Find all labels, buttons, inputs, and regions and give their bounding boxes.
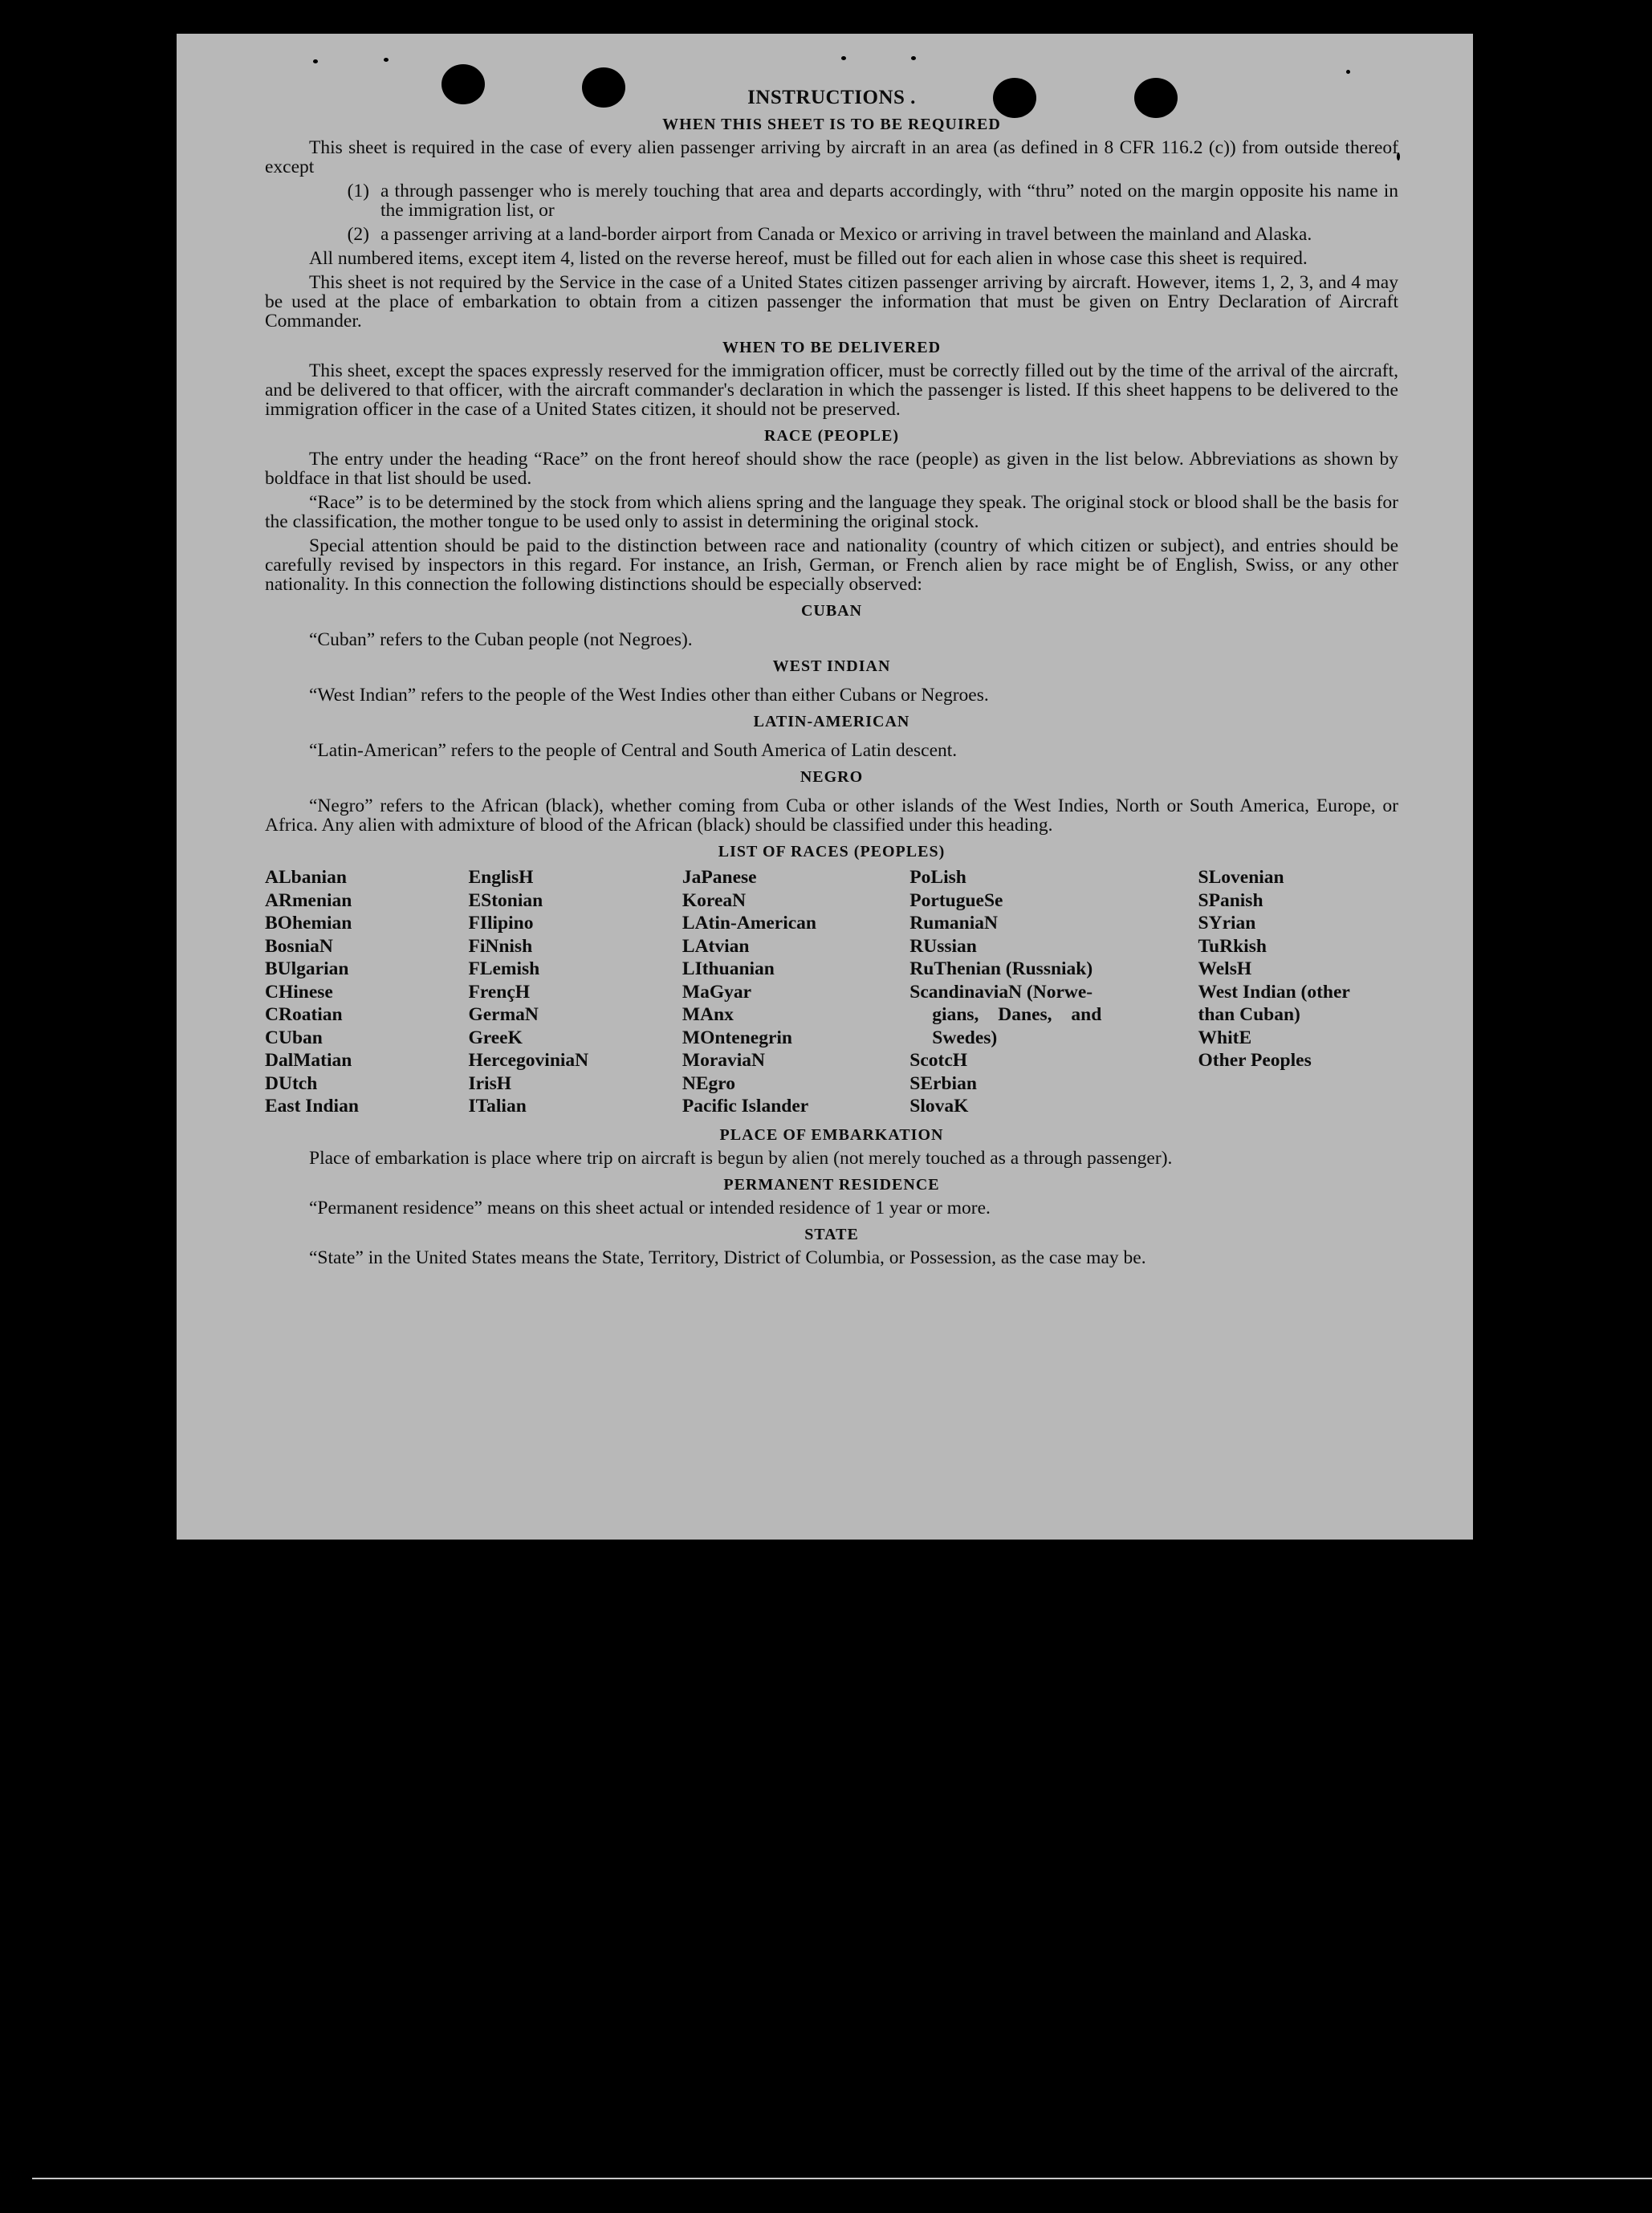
heading-when-required: WHEN THIS SHEET IS TO BE REQUIRED: [662, 116, 1001, 133]
speck: [911, 56, 916, 60]
paragraph: “State” in the United States means the State, Territory, District of Columbia, or Possession, as the case may be.: [309, 1247, 1146, 1268]
race-entry: MAnx: [682, 1004, 734, 1025]
races-table: [265, 866, 1398, 1118]
race-entry: RUssian: [909, 935, 977, 957]
races-column: [1198, 866, 1398, 1118]
paragraph: All numbered items, except item 4, listed on the reverse hereof, must be filled out for each alien in whose case this sheet is required.: [309, 248, 1308, 269]
heading-state: STATE: [804, 1225, 859, 1243]
race-entry: BUlgarian: [265, 958, 349, 979]
race-entry: CRoatian: [265, 1004, 343, 1025]
race-entry: SPanish: [1198, 889, 1263, 911]
race-entry: FLemish: [468, 958, 540, 979]
race-entry: SlovaK: [909, 1096, 969, 1117]
heading-place-of-embarkation: PLACE OF EMBARKATION: [719, 1125, 944, 1144]
race-entry: ScandinaviaN (Norwe-: [909, 981, 1093, 1003]
paragraph: “Permanent residence” means on this sheet actual or intended residence of 1 year or more.: [309, 1197, 991, 1218]
race-entry: SLovenian: [1198, 867, 1284, 888]
race-entry: WhitE: [1198, 1027, 1252, 1048]
race-entry: LIthuanian: [682, 958, 775, 979]
race-entry: LAtvian: [682, 935, 750, 957]
race-entry: MOntenegrin: [682, 1027, 792, 1048]
race-entry: LAtin-American: [682, 913, 816, 934]
race-entry: GermaN: [468, 1004, 539, 1025]
heading-when-delivered: WHEN TO BE DELIVERED: [722, 339, 942, 356]
list-number: (1): [347, 181, 369, 201]
instructions-text: [265, 88, 1398, 1272]
race-entry: gians, Danes, and: [932, 1004, 1102, 1025]
race-entry: MoraviaN: [682, 1050, 766, 1071]
list-item: [265, 181, 1398, 220]
race-entry: TuRkish: [1198, 935, 1267, 957]
race-entry: GreeK: [468, 1027, 523, 1048]
race-entry: FrençH: [468, 981, 531, 1003]
heading-latin-american: LATIN-AMERICAN: [753, 713, 910, 730]
paragraph: “West Indian” refers to the people of the West Indies other than either Cubans or Negroes.: [309, 685, 989, 706]
paragraph: This sheet is required in the case of every alien passenger arriving by aircraft in an area (as defined in 8 CFR 116.2 (c)) from outside thereof except: [265, 137, 1398, 177]
list-text: a passenger arriving at a land-border airport from Canada or Mexico or arriving in travel between the mainland and Alaska.: [380, 224, 1312, 245]
race-entry: EnglisH: [468, 867, 534, 888]
race-entry: FiNnish: [468, 935, 533, 957]
speck: [841, 56, 846, 60]
race-entry: BosniaN: [265, 935, 333, 957]
races-column: [909, 866, 1198, 1118]
paragraph: Place of embarkation is place where trip on aircraft is begun by alien (not merely touched as a through passenger).: [309, 1147, 1173, 1169]
race-entry: DalMatian: [265, 1050, 352, 1071]
race-entry: ARmenian: [265, 889, 352, 911]
heading-cuban: CUBAN: [800, 602, 863, 620]
speck: [313, 59, 318, 63]
race-entry: ALbanian: [265, 867, 347, 888]
races-column: [265, 866, 468, 1118]
race-entry: ScotcH: [909, 1050, 968, 1071]
race-entry: PortugueSe: [909, 889, 1003, 911]
race-entry: CUban: [265, 1027, 323, 1048]
list-item: [265, 225, 1398, 244]
race-entry: East Indian: [265, 1096, 359, 1117]
heading-list-of-races: LIST OF RACES (PEOPLES): [718, 843, 946, 860]
race-entry: Pacific Islander: [682, 1096, 809, 1117]
paragraph: “Cuban” refers to the Cuban people (not Negroes).: [309, 629, 693, 650]
speck: [1346, 70, 1350, 74]
race-entry: ITalian: [468, 1096, 527, 1117]
list-text: a through passenger who is merely touching that area and departs accordingly, with “thru” noted on the margin opposite his name in the immigration list, or: [380, 181, 1398, 221]
scan-edge-line: [32, 2178, 1652, 2179]
race-entry: EStonian: [468, 889, 543, 911]
race-entry: Other Peoples: [1198, 1050, 1312, 1071]
race-entry: SYrian: [1198, 913, 1256, 934]
race-entry: RumaniaN: [909, 913, 998, 934]
paragraph: Special attention should be paid to the distinction between race and nationality (country of which citizen or subject), and entries should be carefully revised by inspectors in this regard. For instance, an Irish, German, or French alien by race might be of English, Swiss, or any other nationality. In this connection the following distinctions should be especially observed:: [265, 535, 1398, 595]
race-entry: NEgro: [682, 1072, 736, 1094]
race-entry: CHinese: [265, 981, 333, 1003]
paragraph: The entry under the heading “Race” on the front hereof should show the race (people) as given in the list below. Abbreviations as shown by boldface in that list should be used.: [265, 449, 1398, 489]
race-entry: PoLish: [909, 867, 966, 888]
heading-race: RACE (PEOPLE): [764, 427, 899, 445]
race-entry: than Cuban): [1198, 1004, 1300, 1025]
paragraph: This sheet, except the spaces expressly reserved for the immigration officer, must be correctly filled out by the time of the arrival of the aircraft, and be delivered to that officer, with the aircraft commander's declaration in which the passenger is listed. If this sheet happens to be delivered to the immigration officer in the case of a United States citizen, it should not be preserved.: [265, 360, 1398, 420]
race-entry: BOhemian: [265, 913, 352, 934]
paragraph: “Race” is to be determined by the stock from which aliens spring and the language they speak. The original stock or blood shall be the basis for the classification, the mother tongue to be used only to assist in determining the original stock.: [265, 492, 1398, 532]
page-title: INSTRUCTIONS .: [747, 87, 916, 108]
race-entry: Swedes): [932, 1027, 998, 1048]
heading-west-indian: WEST INDIAN: [772, 657, 891, 675]
race-entry: HercegoviniaN: [468, 1050, 589, 1071]
race-entry: JaPanese: [682, 867, 757, 888]
paragraph: “Latin-American” refers to the people of Central and South America of Latin descent.: [309, 740, 958, 761]
heading-permanent-residence: PERMANENT RESIDENCE: [723, 1175, 940, 1194]
heading-negro: NEGRO: [800, 768, 864, 786]
race-entry: West Indian (other: [1198, 981, 1350, 1003]
race-entry: KoreaN: [682, 889, 747, 911]
paragraph: This sheet is not required by the Service in the case of a United States citizen passenger arriving by aircraft. However, items 1, 2, 3, and 4 may be used at the place of embarkation to obtain from a citizen passenger the information that must be given on Entry Declaration of Aircraft Commander.: [265, 272, 1398, 332]
races-column: [682, 866, 909, 1118]
paragraph: “Negro” refers to the African (black), whether coming from Cuba or other islands of the West Indies, North or South America, Europe, or Africa. Any alien with admixture of blood of the African (black) should be classified under this heading.: [265, 795, 1398, 836]
race-entry: WelsH: [1198, 958, 1252, 979]
race-entry: FIlipino: [468, 913, 534, 934]
list-number: (2): [347, 224, 369, 245]
speck: [384, 58, 389, 62]
race-entry: MaGyar: [682, 981, 752, 1003]
races-column: [468, 866, 682, 1118]
race-entry: DUtch: [265, 1072, 318, 1094]
race-entry: IrisH: [468, 1072, 511, 1094]
document-sheet: [177, 34, 1473, 1540]
race-entry: RuThenian (Russniak): [909, 958, 1093, 979]
race-entry: SErbian: [909, 1072, 977, 1094]
